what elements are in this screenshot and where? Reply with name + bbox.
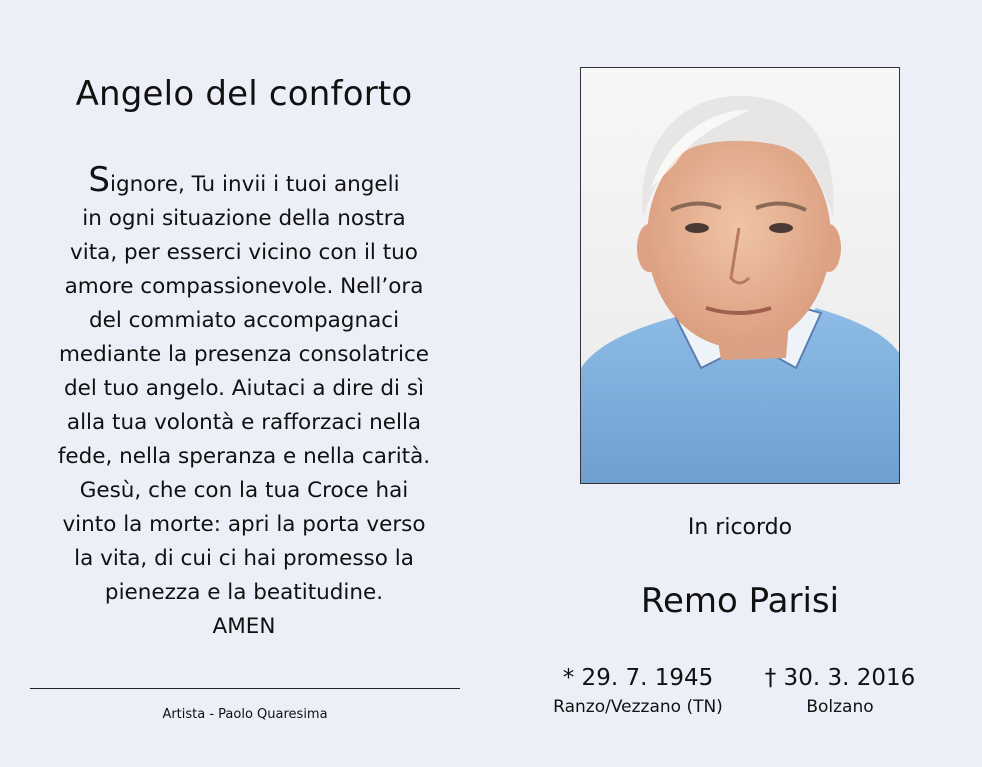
prayer-line-9: fede, nella speranza e nella carità. [57,444,431,469]
prayer-line-11: vinto la morte: apri la porta verso [62,512,426,537]
prayer-line-13: pienezza e la beatitudine. [104,580,384,605]
prayer-line-10: Gesù, che con la tua Croce hai [79,478,409,503]
prayer-line-8: alla tua volontà e rafforzaci nella [66,410,422,435]
prayer-line-12: la vita, di cui ci hai promesso la [74,546,414,571]
prayer-line-7: del tuo angelo. Aiutaci a dire di sì [63,376,425,401]
divider-line [30,688,460,689]
artist-credit: Artista - Paolo Quaresima [162,707,328,722]
prayer-dropcap: S [88,160,111,200]
prayer-line-3: vita, per esserci vicino con il tuo [70,240,418,265]
birth-date: * 29. 7. 1945 [562,665,714,691]
death-info [740,663,940,721]
prayer-line-4: amore compassionevole. Nell’ora [64,274,424,299]
prayer-line-5: del commiato accompagnaci [88,308,400,333]
prayer-line-2: in ogni situazione della nostra [82,206,406,231]
prayer-amen: AMEN [212,614,276,639]
birth-info [538,663,738,721]
prayer-line-1: Signore, Tu invii i tuoi angeli [88,160,400,200]
birth-place: Ranzo/Vezzano (TN) [553,697,723,717]
portrait-photo [580,67,900,484]
prayer-text [30,160,458,644]
prayer-title: Angelo del conforto [75,74,413,114]
portrait-illustration [581,68,899,483]
prayer-line-6: mediante la presenza consolatrice [58,342,430,367]
death-date: † 30. 3. 2016 [764,665,916,691]
deceased-name: Remo Parisi [640,581,840,621]
death-place: Bolzano [806,697,874,717]
in-memory-label: In ricordo [687,515,793,540]
